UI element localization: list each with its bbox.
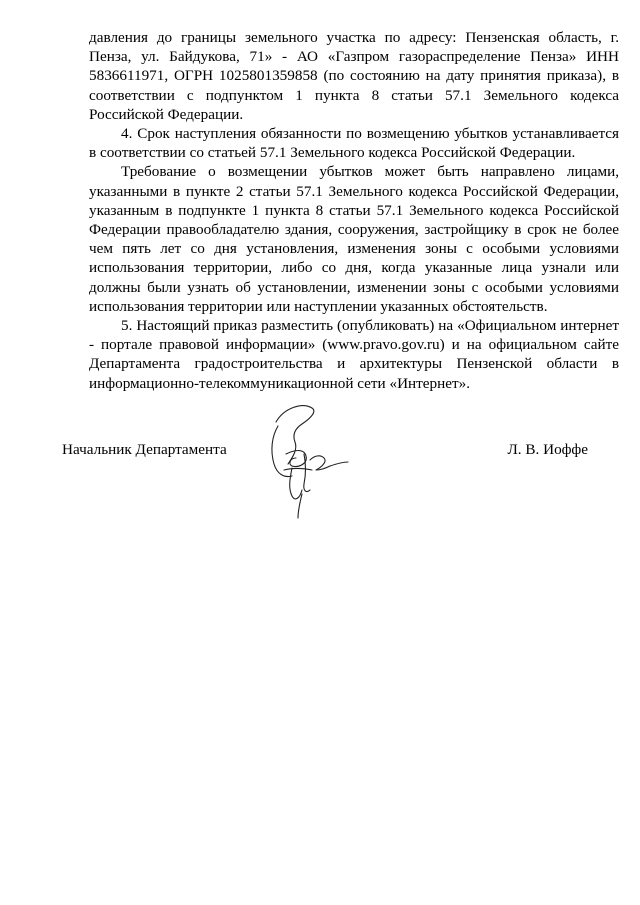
handwritten-signature (262, 398, 362, 523)
paragraph-damages-claim: Требование о возмещении убытков может быть направлено лицами, указанными в пункте 2 статьи 57.1 Земельного кодекса Российской Федерации, указанным в подпункте 1 пункта 8 статьи 57.1 Земельного кодекса Российской Федерации правообладателю здания, сооружения, застройщику в срок не более чем пять лет со дня установления, изменения зоны с особыми условиями использования территории, либо со дня, когда указанные лица узнали или должны были узнать об установлении, изменении зоны с особыми условиями использования территории или наступлении указанных обстоятельств. (89, 163, 619, 315)
signatory-name: Л. В. Иоффе (507, 441, 588, 458)
document-body (89, 28, 619, 393)
paragraph-item-5: 5. Настоящий приказ разместить (опубликовать) на «Официальном интернет - портале правовой информации» (www.pravo.gov.ru) и на официальном сайте Департамента градостроительства и архитектуры Пензенской области в информационно-телекоммуникационной сети «Интернет». (89, 317, 619, 392)
signatory-position: Начальник Департамента (62, 441, 227, 458)
paragraph-item-4: 4. Срок наступления обязанности по возмещению убытков устанавливается в соответствии со статьей 57.1 Земельного кодекса Российской Федерации. (89, 125, 619, 162)
paragraph-continuation: давления до границы земельного участка по адресу: Пензенская область, г. Пенза, ул. Байдукова, 71» - АО «Газпром газораспределение Пенза» ИНН 5836611971, ОГРН 1025801359858 (по состоянию на дату принятия приказа), в соответствии с подпунктом 1 пункта 8 статьи 57.1 Земельного кодекса Российской Федерации. (89, 29, 619, 123)
